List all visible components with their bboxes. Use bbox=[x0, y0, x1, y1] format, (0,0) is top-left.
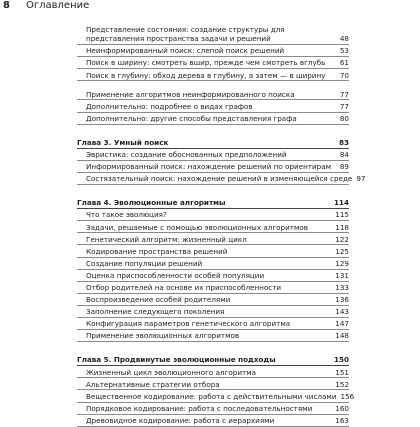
toc-entry bbox=[77, 282, 349, 294]
toc-entry bbox=[77, 390, 355, 402]
section-gap bbox=[77, 342, 349, 354]
running-head-title: Оглавление bbox=[26, 0, 90, 11]
toc-entry-title: Представление состояния: создание структуры для представления пространства задачи и решений bbox=[86, 25, 285, 44]
toc-entry-page: 156 bbox=[340, 391, 355, 401]
toc-entry-page: 122 bbox=[335, 234, 349, 244]
toc-entry-title: Воспроизведение особей родителями bbox=[86, 295, 231, 305]
toc-entry bbox=[77, 100, 349, 112]
toc-entry bbox=[77, 318, 349, 330]
toc-entry bbox=[77, 24, 349, 45]
toc-entry-page: 115 bbox=[335, 210, 349, 220]
toc-entry-page: 136 bbox=[335, 295, 349, 305]
toc-entry-page: 143 bbox=[335, 307, 349, 317]
toc-entry-title: Задачи, решаемые с помощью эволюционных алгоритмов bbox=[86, 222, 309, 232]
toc-entry-title: Древовидное кодирование: работа с иерархиями bbox=[86, 415, 275, 425]
toc-entry bbox=[77, 88, 349, 100]
page-number: 8 bbox=[3, 0, 10, 11]
toc-entry bbox=[77, 233, 349, 245]
toc-entry bbox=[77, 221, 349, 233]
toc-entry bbox=[77, 330, 349, 342]
toc-entry bbox=[77, 173, 366, 185]
toc-entry-page: 97 bbox=[356, 174, 366, 184]
section-gap bbox=[77, 81, 349, 88]
toc-entry-page: 83 bbox=[338, 137, 349, 147]
toc-entry-title: Применение алгоритмов неинформированного поиска bbox=[86, 89, 295, 99]
toc-entry-title: Вещественное кодирование: работа с действительными числами bbox=[86, 391, 337, 401]
toc-entry-page: 114 bbox=[333, 198, 349, 208]
toc-entry-title: Состязательный поиск: нахождение решений в изменяющейся среде bbox=[86, 174, 353, 184]
toc-entry-page: 147 bbox=[335, 319, 349, 329]
toc-entry-title: Кодирование пространства решений bbox=[86, 246, 228, 256]
toc-entry bbox=[77, 57, 349, 69]
toc-entry-page: 48 bbox=[339, 34, 349, 44]
toc-entry bbox=[77, 245, 349, 257]
toc-entry-title: Информированный поиск: нахождение решений по ориентирам bbox=[86, 162, 332, 172]
toc-entry-title: Альтернативные стратегии отбора bbox=[86, 379, 220, 389]
toc-entry-title: Неинформированный поиск: слепой поиск решений bbox=[86, 46, 285, 56]
toc-entry bbox=[77, 45, 349, 57]
toc-entry-page: 133 bbox=[335, 282, 349, 292]
toc-entry bbox=[77, 69, 349, 81]
toc-entry-page: 151 bbox=[335, 367, 349, 377]
toc-entry bbox=[77, 258, 349, 270]
toc-entry-page: 125 bbox=[335, 246, 349, 256]
toc-entry-page: 163 bbox=[335, 415, 349, 425]
toc-entry-title: Генетический алгоритм: жизненный цикл bbox=[86, 234, 247, 244]
section-gap bbox=[77, 17, 349, 24]
toc-entry-title: Что такое эволюция? bbox=[86, 210, 167, 220]
toc-entry-title: Оценка приспособленности особей популяции bbox=[86, 270, 265, 280]
toc-entry bbox=[77, 415, 349, 427]
toc-entry-page: 77 bbox=[339, 101, 349, 111]
toc-entry-title: Конфигурация параметров генетического алгоритма bbox=[86, 319, 291, 329]
table-of-contents bbox=[77, 17, 366, 427]
toc-entry-title: Глава 5. Продвинутые эволюционные подходы bbox=[77, 355, 276, 365]
toc-entry-page: 70 bbox=[339, 70, 349, 80]
toc-entry bbox=[77, 294, 349, 306]
toc-entry-page: 129 bbox=[335, 258, 349, 268]
toc-entry-page: 53 bbox=[339, 46, 349, 56]
toc-entry-title: Отбор родителей на основе их приспособленности bbox=[86, 282, 282, 292]
toc-entry-title: Создание популяции решений bbox=[86, 258, 203, 268]
toc-entry-title: Глава 4. Эволюционные алгоритмы bbox=[77, 198, 226, 208]
section-gap bbox=[77, 185, 349, 197]
toc-entry-page: 150 bbox=[333, 355, 349, 365]
toc-entry bbox=[77, 113, 349, 125]
toc-entry-page: 148 bbox=[335, 331, 349, 341]
toc-entry-page: 160 bbox=[335, 403, 349, 413]
toc-entry-title: Поиск в глубину: обход дерева в глубину, а затем — в ширину bbox=[86, 70, 326, 80]
toc-entry bbox=[77, 366, 349, 378]
toc-entry-title: Жизненный цикл эволюционного алгоритма bbox=[86, 367, 257, 377]
toc-chapter-entry bbox=[77, 354, 349, 366]
toc-entry-title: Заполнение следующего поколения bbox=[86, 307, 225, 317]
toc-entry-page: 80 bbox=[339, 113, 349, 123]
toc-entry bbox=[77, 270, 349, 282]
toc-entry-page: 61 bbox=[339, 58, 349, 68]
toc-entry-page: 84 bbox=[339, 150, 349, 160]
toc-entry bbox=[77, 378, 349, 390]
toc-entry-title: Дополнительно: другие способы представления графа bbox=[86, 113, 297, 123]
toc-entry-title: Применение эволюционных алгоритмов bbox=[86, 331, 240, 341]
toc-chapter-entry bbox=[77, 197, 349, 209]
toc-entry-page: 131 bbox=[335, 270, 349, 280]
toc-entry bbox=[77, 209, 349, 221]
toc-entry-title: Поиск в ширину: смотреть вшир, прежде чем смотреть вглубь bbox=[86, 58, 326, 68]
toc-entry-page: 89 bbox=[339, 162, 349, 172]
toc-entry bbox=[77, 149, 349, 161]
toc-entry bbox=[77, 161, 349, 173]
toc-entry-title: Глава 3. Умный поиск bbox=[77, 137, 169, 147]
section-gap bbox=[77, 125, 349, 137]
toc-entry-title: Дополнительно: подробнее о видах графов bbox=[86, 101, 253, 111]
toc-entry-title: Эвристика: создание обоснованных предположений bbox=[86, 150, 287, 160]
toc-entry-page: 118 bbox=[335, 222, 349, 232]
toc-entry bbox=[77, 403, 349, 415]
toc-entry-page: 77 bbox=[339, 89, 349, 99]
toc-entry-title: Порядковое кодирование: работа с последовательностями bbox=[86, 403, 313, 413]
toc-chapter-entry bbox=[77, 137, 349, 149]
page-header bbox=[0, 0, 420, 14]
toc-entry-page: 152 bbox=[335, 379, 349, 389]
toc-entry bbox=[77, 306, 349, 318]
